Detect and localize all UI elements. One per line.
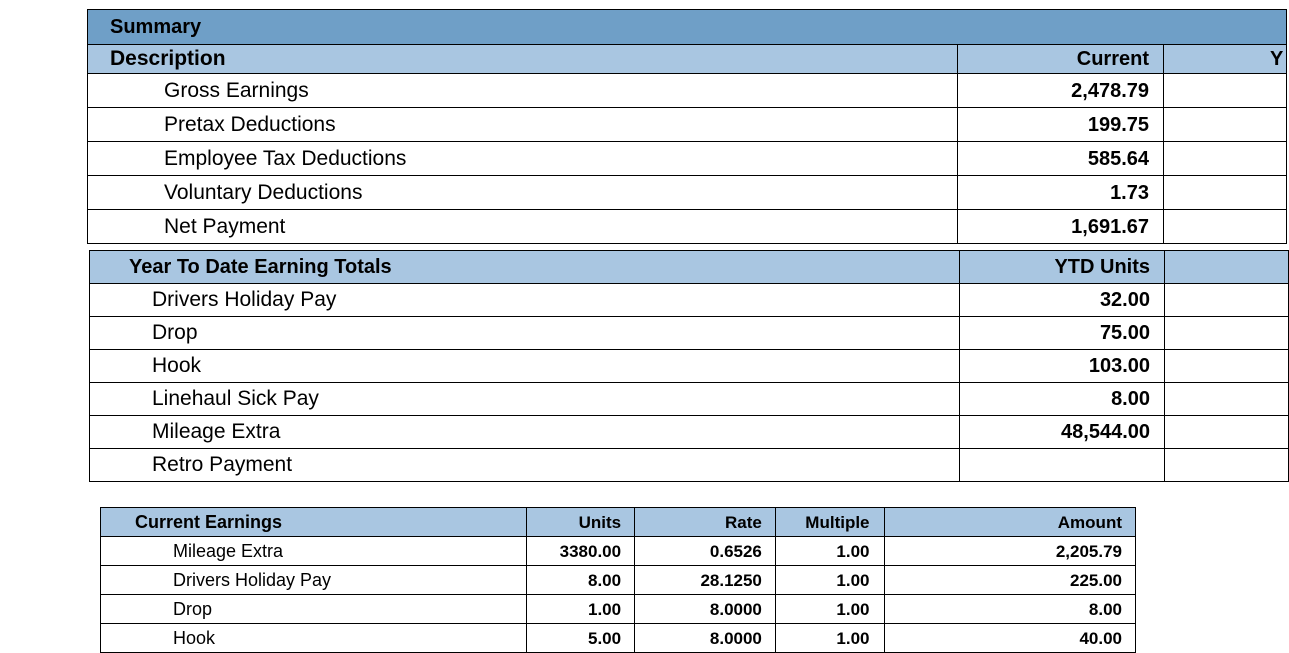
row-label: Hook [90,350,960,383]
table-row [90,449,1289,482]
row-label: Pretax Deductions [88,108,958,142]
row-label: Drop [101,595,527,624]
row-units: 103.00 [960,350,1165,383]
table-row [88,176,1287,210]
row-units: 1.00 [527,595,635,624]
table-row [101,595,1136,624]
table-row [90,350,1289,383]
table-row [101,566,1136,595]
row-current: 585.64 [958,142,1164,176]
row-amount: 8.00 [884,595,1135,624]
col-current: Current [958,45,1164,74]
table-row [101,537,1136,566]
row-extra [1165,383,1289,416]
ytd-header-row [90,251,1289,284]
row-units [960,449,1165,482]
col-description: Description [88,45,958,74]
ytd-title: Year To Date Earning Totals [90,251,960,284]
col-ytd: Y [1164,45,1287,74]
row-rate: 28.1250 [635,566,776,595]
row-ytd [1164,142,1287,176]
row-label: Net Payment [88,210,958,244]
row-ytd [1164,74,1287,108]
current-title: Current Earnings [101,508,527,537]
row-label: Drivers Holiday Pay [90,284,960,317]
row-amount: 40.00 [884,624,1135,653]
row-extra [1165,317,1289,350]
col-ytd-units: YTD Units [960,251,1165,284]
col-multiple: Multiple [775,508,884,537]
row-extra [1165,416,1289,449]
row-units: 75.00 [960,317,1165,350]
summary-title: Summary [88,10,1287,45]
row-units: 8.00 [527,566,635,595]
summary-header-row [88,45,1287,74]
row-multiple: 1.00 [775,624,884,653]
table-row [90,383,1289,416]
row-units: 32.00 [960,284,1165,317]
col-rate: Rate [635,508,776,537]
current-header-row [101,508,1136,537]
table-row [90,317,1289,350]
row-current: 2,478.79 [958,74,1164,108]
row-current: 199.75 [958,108,1164,142]
ytd-earnings-table [89,250,1289,482]
row-units: 3380.00 [527,537,635,566]
row-label: Drop [90,317,960,350]
row-ytd [1164,108,1287,142]
row-ytd [1164,210,1287,244]
row-units: 48,544.00 [960,416,1165,449]
row-current: 1.73 [958,176,1164,210]
row-amount: 2,205.79 [884,537,1135,566]
row-label: Hook [101,624,527,653]
row-extra [1165,284,1289,317]
row-units: 8.00 [960,383,1165,416]
col-amount: Amount [884,508,1135,537]
col-units: Units [527,508,635,537]
table-row [88,74,1287,108]
table-row [101,624,1136,653]
row-current: 1,691.67 [958,210,1164,244]
table-row [90,284,1289,317]
row-amount: 225.00 [884,566,1135,595]
row-label: Gross Earnings [88,74,958,108]
row-rate: 0.6526 [635,537,776,566]
table-row [88,142,1287,176]
table-row [90,416,1289,449]
table-row [88,108,1287,142]
row-multiple: 1.00 [775,566,884,595]
row-rate: 8.0000 [635,595,776,624]
row-label: Mileage Extra [90,416,960,449]
summary-table [87,9,1287,244]
row-units: 5.00 [527,624,635,653]
row-extra [1165,449,1289,482]
row-label: Employee Tax Deductions [88,142,958,176]
row-rate: 8.0000 [635,624,776,653]
row-extra [1165,350,1289,383]
row-multiple: 1.00 [775,595,884,624]
row-label: Retro Payment [90,449,960,482]
table-row [88,210,1287,244]
row-label: Drivers Holiday Pay [101,566,527,595]
row-label: Linehaul Sick Pay [90,383,960,416]
row-label: Mileage Extra [101,537,527,566]
row-multiple: 1.00 [775,537,884,566]
col-ytd-extra [1165,251,1289,284]
summary-title-row [88,10,1287,45]
current-earnings-table [100,507,1136,653]
row-label: Voluntary Deductions [88,176,958,210]
row-ytd [1164,176,1287,210]
